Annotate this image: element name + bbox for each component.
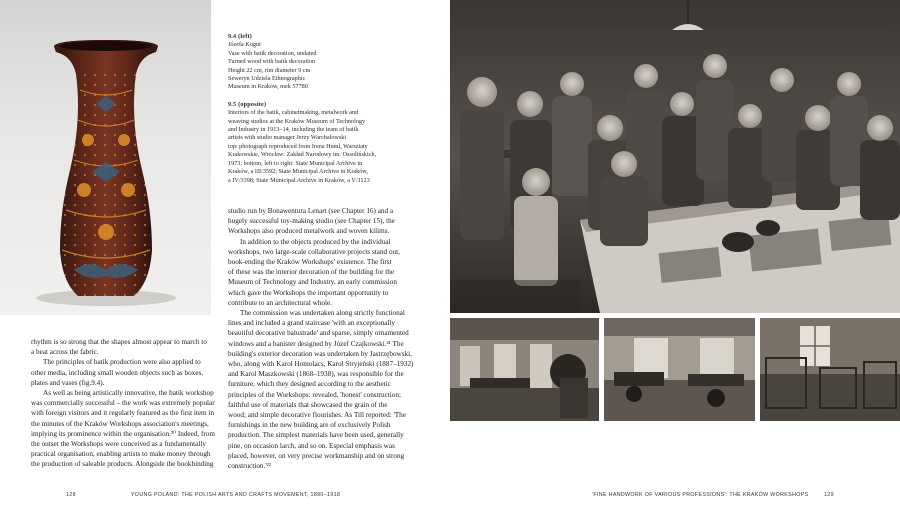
caption-line: Height 22 cm, rim diameter 9 cm [228,66,311,74]
text-line: workshops, two large-scale collaborative projects stand out, [228,247,400,256]
text-line: which gave the Workshops the important opportunity to [228,288,389,297]
text-line: hugely successful toy-making studio (see Chapter 15), the [228,217,395,226]
text-line: As well as being artistically innovative, the batik workshop [43,389,214,398]
weaving-studio-photograph [760,318,900,421]
text-line: book-ending the Kraków Workshops' existence. The first [228,258,392,267]
caption-number: 9.5 (opposite) [228,100,267,108]
text-line: The commission was undertaken along strictly functional [240,309,405,318]
caption-line: Józefa Kogut [228,41,261,49]
caption-line: weaving studios at the Kraków Museum of Technology [228,117,366,125]
text-line: of these was the interior decoration of the building for the [228,268,395,277]
page-number-right: 129 [824,492,834,498]
text-line: construction.'²² [228,462,271,471]
text-line: beautiful decorative balustrade' and sparse, simply ornamented [228,329,409,338]
paragraph [31,357,222,388]
text-line: the outset the Workshops were conceived as a fundamentally [31,440,206,449]
text-line: windows and a banister designed by Józef Czajkowski.²¹ The [228,339,404,348]
text-line: building's exterior decoration was undertaken by Jastrzębowski, [228,349,412,358]
caption-line: Turned wood with batik decoration [228,58,316,66]
text-line: implying its prominence within the organisation.²⁰ Indeed, from [31,429,215,438]
caption-line: Kraków, a III/3592; State Municipal Archive in Kraków, [228,168,368,176]
paragraph [228,237,438,308]
text-line: lines and included a grand staircase 'with an exceptionally [228,319,395,328]
text-line: furniture, which they designed according to the aesthetic [228,380,391,389]
text-line: who, along with Karol Homolacs, Karol Stryjeński (1887–1932) [228,360,414,369]
running-title-left: YOUNG POLAND: THE POLISH ARTS AND CRAFTS MOVEMENT, 1890–1918 [131,492,341,498]
paragraph [31,337,222,357]
text-line: principles of the Workshops: revealed, 'honest' construction; [228,390,401,399]
text-line: placed, however, on very precise workmanship and on strong [228,451,405,460]
cabinetmaking-studio-photograph [450,318,599,421]
text-line: practical organisation, enabling artists to make money through [31,450,211,459]
caption-line: artists with studio manager Jerzy Warchałowski [228,134,347,142]
caption-number: 9.4 (left) [228,33,252,40]
caption-line: top: photograph reproduced from Irena Huml, Warsztaty [228,142,368,150]
body-text-column-right [228,206,438,471]
caption-line: Seweryn Udziela Ethnographic [228,75,306,83]
caption-line: Vase with batik decoration, undated [228,49,317,57]
text-line: a beat across the fabric. [31,348,99,357]
paragraph [228,206,438,237]
running-title-right: 'FINE HANDWORK OF VARIOUS PROFESSIONS': THE KRAKÓW WORKSHOPS [592,492,809,498]
text-line: pine, on occasion larch, and so on. Especial emphasis was [228,441,395,450]
batik-studio-group-photograph [450,0,900,313]
caption-9-5 [228,101,438,185]
figure-captions [228,33,438,194]
text-line: In addition to the objects produced by the individual [240,237,391,246]
text-line: production. The simplest materials have been used, generally [228,431,404,440]
text-line: faithful use of materials that showcased the grain of the [228,400,388,409]
caption-9-4 [228,33,438,92]
text-line: was commercially successful – the work was extremely popular [31,399,215,408]
paragraph [31,388,222,470]
text-line: with foreign visitors and it regularly featured as the first item in [31,409,215,418]
text-line: rhythm is so strong that the shapes almost appear to march to [31,338,207,346]
text-line: studio run by Bonawentura Lenart (see Chapter 16) and a [228,207,394,215]
metalwork-studio-photograph [604,318,755,421]
caption-line: Museum in Kraków, mek 57780 [228,83,308,91]
text-line: Workshops also produced metalwork and woven kilims. [228,227,390,236]
body-text-column-left [31,337,222,470]
text-line: the minutes of the Kraków Workshops association's meetings, [31,419,209,428]
text-line: plates and vases (fig.9.4). [31,378,105,387]
caption-line: 1973; bottom, left to right: State Municipal Archive in [228,159,363,167]
caption-line: a IV/3398; State Municipal Archive in Kraków, a V/1123 [228,176,370,184]
text-line: and Karol Maszkowski (1868–1938), was responsible for the [228,370,404,379]
caption-line: and Industry in 1913–14, including the team of batik [228,126,359,134]
text-line: The principles of batik production were also applied to [43,358,201,367]
text-line: furnishings in the new building are of exclusively Polish [228,421,391,430]
caption-line: Krakowskie, Wrocław: Zakład Narodowy im. Ossolińskich, [228,151,377,159]
text-line: other media, including small wooden objects such as boxes, [31,368,204,377]
text-line: Museum of Technology and Industry, an early commission [228,278,397,287]
text-line: contribute to an architectural whole. [228,298,332,307]
paragraph [228,308,438,471]
page-number-left: 128 [66,492,76,498]
vase-photograph [0,0,211,315]
caption-line: Interiors of the batik, cabinetmaking, metalwork and [228,109,359,117]
text-line: the production of saleable products. Alongside the bookbinding [31,460,214,469]
text-line: wood; and simple decorative flourishes. As Till reported: 'The [228,411,406,420]
